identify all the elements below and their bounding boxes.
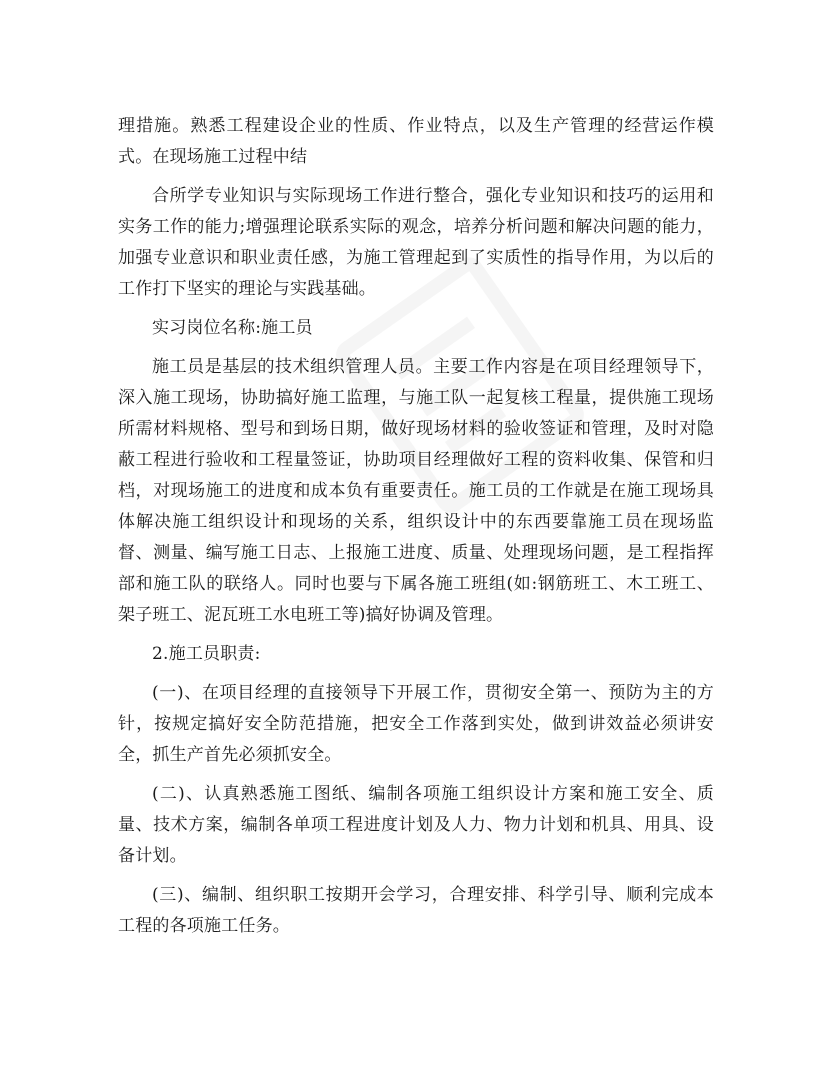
paragraph-position-title: 实习岗位名称:施工员: [152, 318, 313, 338]
paragraph-1: 理措施。熟悉工程建设企业的性质、作业特点，以及生产管理的经营运作模式。在现场施工过程中结: [118, 116, 714, 167]
paragraph-duty-1: (一)、在项目经理的直接领导下开展工作，贯彻安全第一、预防为主的方针，按规定搞好安全防范措施，把安全工作落到实处，做到讲效益必须讲安全，抓生产首先必须抓安全。: [118, 683, 714, 765]
paragraph-role-description: 施工员是基层的技术组织管理人员。主要工作内容是在项目经理领导下，深入施工现场，协助搞好施工监理，与施工队一起复核工程量，提供施工现场所需材料规格、型号和到场日期，做好现场材料的验收签证和管理，及时对隐蔽工程进行验收和工程量签证，协助项目经理做好工程的资料收集、保管和归档，对现场施工的进度和成本负有重要责任。施工员的工作就是在施工现场具体解决施工组织设计和现场的关系，组织设计中的东西要靠施工员在现场监督、测量、编写施工日志、上报施工进度、质量、处理现场问题，是工程指挥部和施工队的联络人。同时也要与下属各施工班组(如:钢筋班工、木工班工、架子班工、泥瓦班工水电班工等)搞好协调及管理。: [118, 357, 714, 625]
paragraph-duties-heading: 2.施工员职责:: [152, 644, 261, 664]
document-body: [118, 111, 714, 950]
paragraph-duty-3: (三)、编制、组织职工按期开会学习，合理安排、科学引导、顺利完成本工程的各项施工任务。: [118, 885, 714, 936]
paragraph-duty-2: (二)、认真熟悉施工图纸、编制各项施工组织设计方案和施工安全、质量、技术方案，编制各单项工程进度计划及人力、物力计划和机具、用具、设备计划。: [118, 784, 714, 866]
paragraph-2: 合所学专业知识与实际现场工作进行整合，强化专业知识和技巧的运用和实务工作的能力;增强理论联系实际的观念，培养分析问题和解决问题的能力，加强专业意识和职业责任感，为施工管理起到了实质性的指导作用，为以后的工作打下坚实的理论与实践基础。: [118, 186, 714, 299]
